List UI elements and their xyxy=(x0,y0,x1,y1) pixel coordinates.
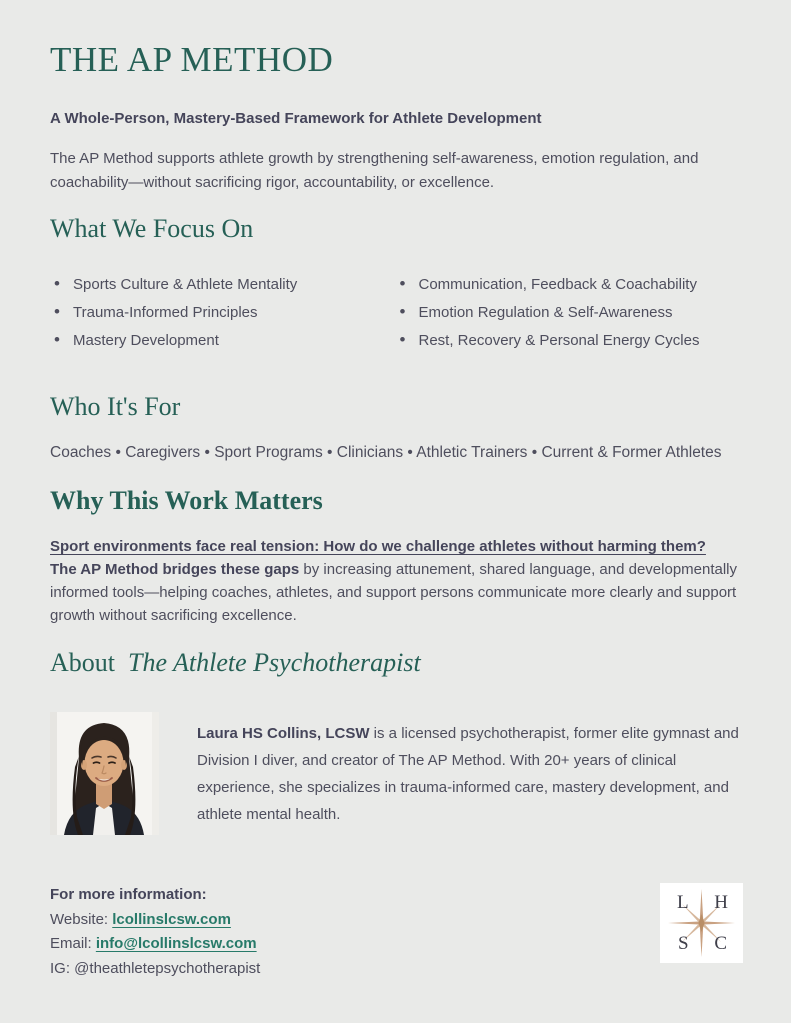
heading-about xyxy=(50,648,741,678)
website-label: Website: xyxy=(50,910,113,928)
why-paragraph xyxy=(50,535,742,627)
website-line xyxy=(50,908,260,933)
intro-paragraph: The AP Method supports athlete growth by strengthening self-awareness, emotion regulation, and coachability—without sacrificing rigor, accountability, or excellence. xyxy=(50,150,699,191)
logo-letter-s: S xyxy=(678,933,689,954)
why-lead-sentence: Sport environments face real tension: How do we challenge athletes without harming them? xyxy=(50,538,706,555)
website-link[interactable]: lcollinslcsw.com xyxy=(112,910,231,928)
subtitle: A Whole-Person, Mastery-Based Framework for Athlete Development xyxy=(50,110,542,127)
list-item: • Rest, Recovery & Personal Energy Cycles xyxy=(396,332,742,350)
focus-list xyxy=(50,276,741,360)
why-body: by increasing attunement, shared language, and developmentally informed tools—helping coaches, athletes, and support persons communicate more clearly and support growth without sacrificing excellence. xyxy=(50,561,738,624)
email-link[interactable]: info@lcollinslcsw.com xyxy=(95,935,257,952)
logo-letter-l: L xyxy=(677,892,689,913)
audience-line: Coaches • Caregivers • Sport Programs • Clinicians • Athletic Trainers • Current & Former Athletes xyxy=(50,444,722,461)
list-item: • Sports Culture & Athlete Mentality xyxy=(50,276,396,294)
portrait-illustration xyxy=(50,712,159,835)
list-item: • Emotion Regulation & Self-Awareness xyxy=(396,304,742,322)
bio-paragraph xyxy=(197,712,741,835)
focus-list-left-column xyxy=(50,276,396,360)
footer xyxy=(50,883,741,981)
bio-name: Laura HS Collins, LCSW xyxy=(197,725,370,742)
bio-body: is a licensed psychotherapist, former elite gymnast and Division I diver, and creator of The AP Method. With 20+ years of clinical experience, she specializes in trauma-informed care, mastery development, and athlete mental health. xyxy=(197,725,739,823)
list-item: • Communication, Feedback & Coachability xyxy=(396,276,742,294)
bio-section xyxy=(50,712,741,835)
portrait-photo xyxy=(50,712,159,835)
lhsc-logo xyxy=(660,883,743,963)
instagram-line: IG: @theathletepsychotherapist xyxy=(50,959,261,977)
why-bold-phrase: The AP Method bridges these gaps xyxy=(50,561,300,578)
heading-who-its-for: Who It's For xyxy=(50,392,181,421)
compass-star-icon xyxy=(660,883,743,963)
contact-heading: For more information: xyxy=(50,886,207,903)
heading-why-this-work-matters: Why This Work Matters xyxy=(50,486,323,515)
list-item: • Trauma-Informed Principles xyxy=(50,304,396,322)
logo-letter-h: H xyxy=(714,892,728,913)
focus-list-right-column xyxy=(396,276,742,360)
contact-block xyxy=(50,883,260,981)
email-line xyxy=(50,932,260,957)
about-heading-lead: About xyxy=(50,648,115,677)
page-title: THE AP METHOD xyxy=(50,40,334,79)
logo-letter-c: C xyxy=(714,933,727,954)
heading-what-we-focus-on: What We Focus On xyxy=(50,214,254,243)
email-label: Email: xyxy=(50,935,96,952)
list-item: • Mastery Development xyxy=(50,332,396,350)
about-heading-brand: The Athlete Psychotherapist xyxy=(128,648,421,677)
